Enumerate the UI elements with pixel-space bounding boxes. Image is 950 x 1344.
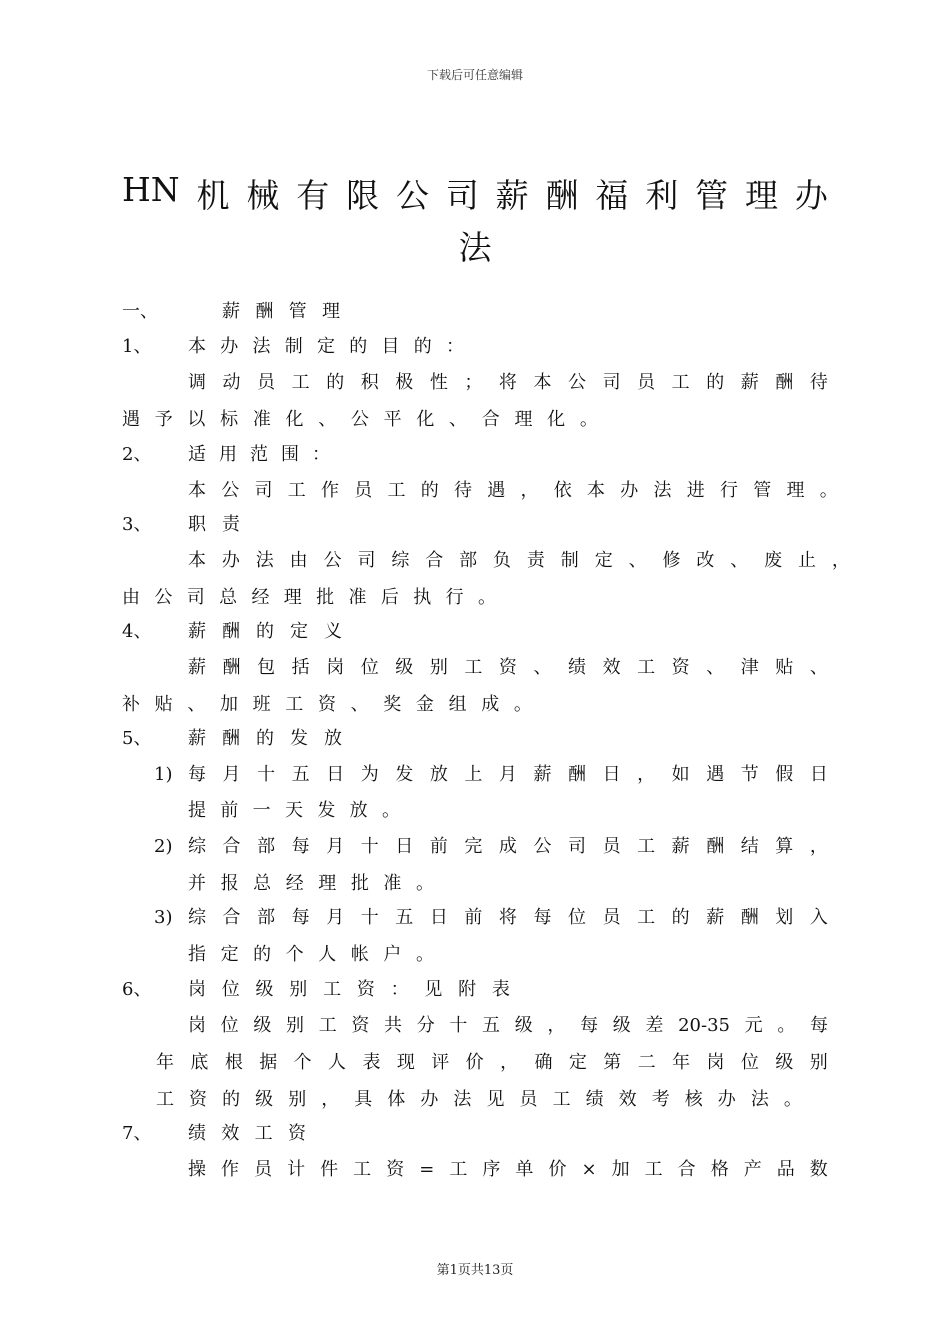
section-number: 一、: [122, 301, 158, 322]
page-header: 下载后可任意编辑: [426, 68, 523, 82]
paragraph-line: 每 月 十 五 日 为 发 放 上 月 薪 酬 日 ， 如 遇 节 假 日: [188, 764, 828, 785]
paragraph-line: 由 公 司 总 经 理 批 准 后 执 行 。: [122, 587, 496, 608]
title-line1-text: HN 机 械 有 限 公 司 薪 酬 福 利 管 理 办: [122, 170, 828, 215]
item-number: 2、: [122, 444, 152, 465]
paragraph-line: 综 合 部 每 月 十 日 前 完 成 公 司 员 工 薪 酬 结 算 ，: [188, 836, 828, 857]
paragraph-line: 并 报 总 经 理 批 准 。: [188, 873, 434, 894]
document-title-line2: 法: [458, 228, 492, 267]
item-number: 5、: [122, 728, 152, 749]
item-heading: 绩 效 工 资: [188, 1123, 306, 1144]
item-heading: 薪 酬 的 发 放: [188, 728, 342, 749]
section-heading: 薪 酬 管 理: [222, 301, 340, 322]
document-title-line1: [122, 170, 828, 217]
paragraph-line: 调 动 员 工 的 积 极 性 ； 将 本 公 司 员 工 的 薪 酬 待: [188, 372, 828, 393]
item-heading: 职 责: [188, 514, 240, 535]
item-number: 6、: [122, 979, 152, 1000]
paragraph-line: 操 作 员 计 件 工 资 = 工 序 单 价 × 加 工 合 格 产 品 数: [188, 1159, 828, 1180]
paragraph-line: 年 底 根 据 个 人 表 现 评 价 ， 确 定 第 二 年 岗 位 级 别: [156, 1052, 828, 1073]
item-number: 7、: [122, 1123, 152, 1144]
item-heading: 本 办 法 制 定 的 目 的 ：: [188, 336, 464, 357]
paragraph-line: 本 公 司 工 作 员 工 的 待 遇 ， 依 本 办 法 进 行 管 理 。: [188, 480, 838, 501]
paragraph-line: 提 前 一 天 发 放 。: [188, 800, 400, 821]
sub-item-number: 1): [154, 764, 173, 785]
sub-item-number: 3): [154, 907, 173, 928]
item-number: 4、: [122, 621, 152, 642]
item-number: 3、: [122, 514, 152, 535]
paragraph-line: 遇 予 以 标 准 化 、 公 平 化 、 合 理 化 。: [122, 409, 598, 430]
paragraph-line: 工 资 的 级 别 ， 具 体 办 法 见 员 工 绩 效 考 核 办 法 。: [156, 1089, 802, 1110]
sub-item-number: 2): [154, 836, 173, 857]
paragraph-line: 综 合 部 每 月 十 五 日 前 将 每 位 员 工 的 薪 酬 划 入: [188, 907, 828, 928]
item-heading: 适 用 范 围 ：: [188, 444, 330, 465]
item-heading: 薪 酬 的 定 义: [188, 621, 342, 642]
paragraph-line: 补 贴 、 加 班 工 资 、 奖 金 组 成 。: [122, 694, 532, 715]
paragraph-line: 岗 位 级 别 工 资 共 分 十 五 级 ， 每 级 差 20-35 元 。 每: [188, 1015, 828, 1036]
paragraph-line: 薪 酬 包 括 岗 位 级 别 工 资 、 绩 效 工 资 、 津 贴 、: [188, 657, 828, 678]
item-number: 1、: [122, 336, 152, 357]
paragraph-line: 指 定 的 个 人 帐 户 。: [188, 944, 434, 965]
paragraph-line: 本 办 法 由 公 司 综 合 部 负 责 制 定 、 修 改 、 废 止 ，: [188, 550, 850, 571]
page-footer: 第1页共13页: [436, 1263, 514, 1278]
item-heading: 岗 位 级 别 工 资 ： 见 附 表: [188, 979, 510, 1000]
